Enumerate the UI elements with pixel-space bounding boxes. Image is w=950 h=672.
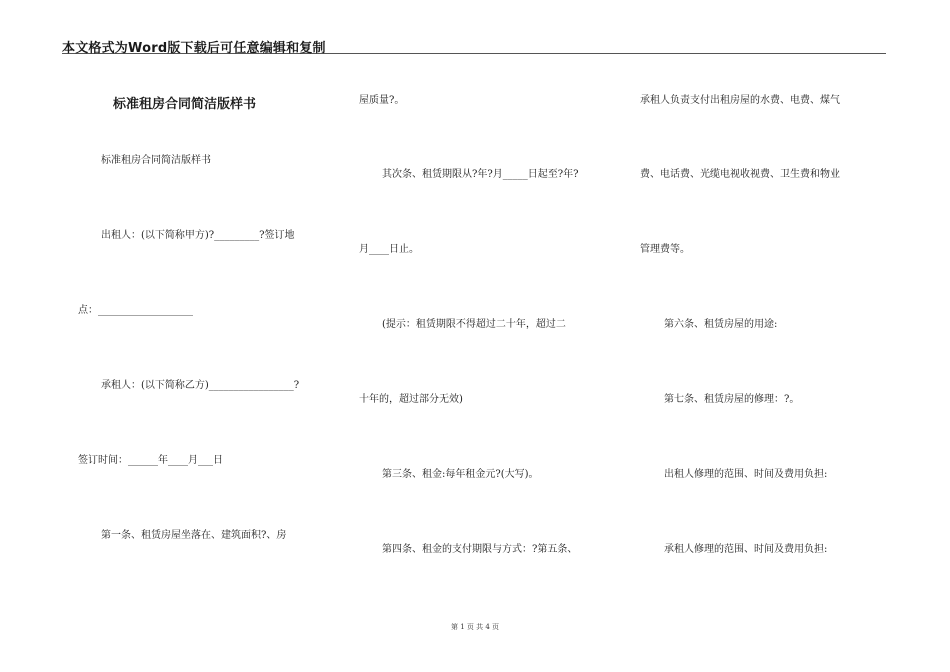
col1-line: 第一条、租赁房屋坐落在、建筑面积?、房 (101, 530, 287, 541)
col2-line: 第三条、租金:每年租金元?(大写)。 (382, 469, 539, 480)
col3-line: 承租人修理的范围、时间及费用负担: (664, 544, 828, 555)
header-banner: 本文格式为Word版下载后可任意编辑和复制 (62, 41, 326, 56)
col3-line: 出租人修理的范围、时间及费用负担: (664, 469, 828, 480)
col2-line: 屋质量?。 (359, 95, 405, 106)
page-footer: 第 1 页 共 4 页 (450, 623, 500, 631)
col1-line: 承租人：(以下简称乙方)_________________? (101, 380, 300, 391)
col2-line: 其次条、租赁期限从?年?月_____日起至?年? (382, 169, 579, 180)
col2-line: 月____日止。 (359, 244, 419, 255)
col1-line: 出租人：(以下简称甲方)?_________?签订地 (101, 230, 295, 241)
col3-line: 承租人负责支付出租房屋的水费、电费、煤气 (640, 95, 840, 106)
col1-line: 签订时间：______年____月___日 (78, 455, 223, 466)
col3-line: 管理费等。 (640, 244, 690, 255)
col1-line: 点：___________________ (78, 305, 193, 316)
col2-line: (提示：租赁期限不得超过二十年，超过二 (382, 319, 566, 330)
col3-line: 第七条、租赁房屋的修理：?。 (664, 394, 800, 405)
document-title: 标准租房合同简洁版样书 (113, 97, 257, 112)
col2-line: 第四条、租金的支付期限与方式：?第五条、 (382, 544, 578, 555)
col1-line: 标准租房合同简洁版样书 (101, 155, 211, 166)
col2-line: 十年的，超过部分无效) (359, 394, 463, 405)
col3-line: 第六条、租赁房屋的用途: (664, 319, 778, 330)
col3-line: 费、电话费、光缆电视收视费、卫生费和物业 (640, 169, 840, 180)
